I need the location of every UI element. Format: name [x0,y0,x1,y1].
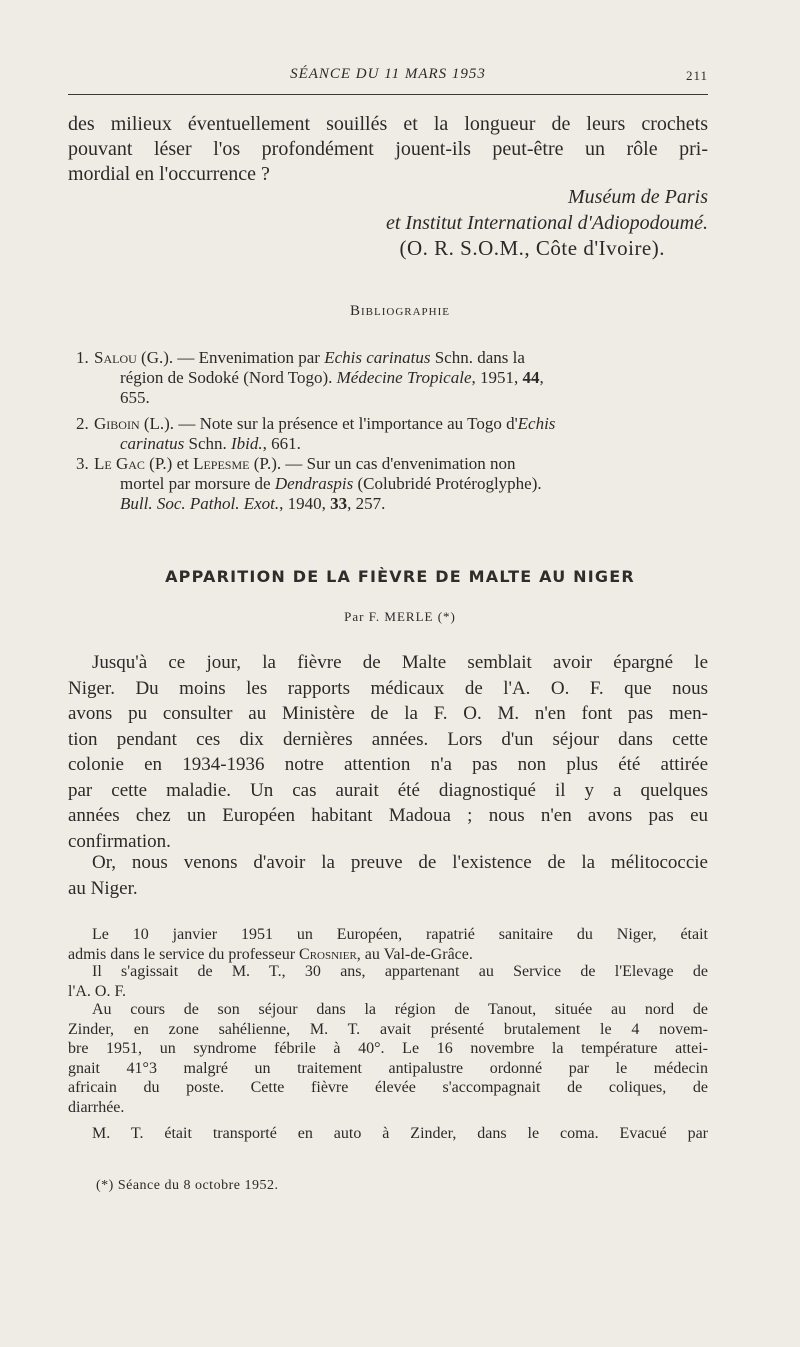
page-header [68,66,708,95]
ref-species: Dendraspis [274,474,354,493]
ref-text: — Envenimation par [173,348,325,367]
text-line: au Niger. [68,877,138,899]
running-title: SÉANCE DU 11 MARS 1953 [290,66,486,82]
ref-text: , 1940, [279,494,331,513]
text-line: Or, nous venons d'avoir la preuve de l'existence de la mélitococcie [92,852,708,873]
ref-text: région de Sodoké (Nord Togo). [120,368,337,387]
ref-text: , [539,368,544,387]
text-line: par cette maladie. Un cas aurait été diagnostiqué il y a quelques [68,779,708,801]
ref-text: , 661. [262,434,301,453]
ref-species: Echis [517,414,556,433]
footnote: (*) Séance du 8 octobre 1952. [96,1178,279,1193]
ref-volume: 33 [330,494,348,513]
text-line: colonie en 1934-1936 notre attention n'a pas non plus été attirée [68,754,708,775]
ref-text: et [172,454,194,473]
ref-species: Echis carinatus [324,348,431,367]
body-paragraph [68,850,708,901]
ref-volume: 44 [522,368,540,387]
text-line: Zinder, en zone sahélienne, M. T. avait présenté brutalement le 4 novem- [68,1020,708,1038]
bibliography-entry [68,454,708,514]
text-line: Niger. Du moins les rapports médicaux de l'A. O. F. que nous [68,677,708,699]
text-line: Il s'agissait de M. T., 30 ans, appartenant au Service de l'Elevage de [92,963,708,980]
ref-ibid: Ibid. [230,434,263,453]
ref-number: 2. [76,414,89,433]
text-line: confirmation. [68,830,171,852]
ref-author: Le Gac (P.) [94,454,173,473]
ref-text: Schn. dans la [430,348,525,367]
text-line: M. T. était transporté en auto à Zinder, dans le coma. Evacué par [92,1125,708,1142]
text-line: bre 1951, un syndrome fébrile à 40°. Le 16 novembre la température attei- [68,1040,708,1057]
text-fragment: admis dans le service du professeur [68,945,300,963]
bibliography-heading: Bibliographie [350,303,450,319]
professor-name: Crosnier [299,945,357,963]
case-paragraph [68,1000,708,1117]
ref-journal: Médecine Tropicale [336,368,472,387]
ref-pages: 655. [120,388,150,407]
text-line: années chez un Européen habitant Madoua ; nous n'en avons pas eu [68,805,708,826]
ref-text: mortel par morsure de [120,474,275,493]
signature-institute: et Institut International d'Adiopodoumé. [385,212,708,234]
text-fragment: , au Val-de-Grâce. [356,945,473,963]
text-line: diarrhée. [68,1098,125,1116]
text-line: africain du poste. Cette fièvre élevée s'accompagnait de coliques, de [68,1079,708,1096]
ref-text: , 1951, [471,368,523,387]
text-line: tion pendant ces dix dernières années. Lors d'un séjour dans cette [68,728,708,750]
ref-text: — Sur un cas d'envenimation non [281,454,516,473]
signature-institution: Muséum de Paris [568,186,708,208]
text-line: des milieux éventuellement souillés et la longueur de leurs crochets [68,113,708,135]
case-paragraph [68,962,708,1001]
case-paragraph [68,1124,708,1144]
text-line: Au cours de son séjour dans la région de Tanout, située au nord de [92,1001,708,1018]
ref-author: Lepesme (P.). [193,454,282,473]
text-line: mordial en l'occurrence ? [68,163,270,185]
ref-text: , 257. [347,494,386,513]
signature-location: (O. R. S.O.M., Côte d'Ivoire). [399,236,665,260]
article-title: APPARITION DE LA FIÈVRE DE MALTE AU NIGER [165,567,635,586]
ref-species: carinatus [120,434,185,453]
intro-paragraph [68,112,708,187]
ref-author: Salou (G.). [94,348,174,367]
text-line: avons pu consulter au Ministère de la F. O. M. n'en font pas men- [68,703,708,724]
ref-text: Schn. [184,434,231,453]
ref-text: — Note sur la présence et l'importance au Togo d' [174,414,518,433]
bibliography-entry [68,414,708,454]
page-number: 211 [685,68,708,83]
bibliography-entry [68,348,708,408]
text-line: l'A. O. F. [68,982,127,1000]
ref-text: (Colubridé Protéroglyphe). [353,474,542,493]
ref-number: 1. [76,348,89,367]
body-paragraph [68,650,708,854]
ref-journal: Bull. Soc. Pathol. Exot. [120,494,280,513]
text-line: gnait 41°3 malgré un traitement antipalustre ordonné par le médecin [68,1059,708,1077]
case-paragraph [68,925,708,964]
text-line: pouvant léser l'os profondément jouent-ils peut-être un rôle pri- [68,138,708,160]
ref-number: 3. [76,454,89,473]
ref-author: Giboin (L.). [94,414,175,433]
text-line: Le 10 janvier 1951 un Européen, rapatrié sanitaire du Niger, était [92,926,708,943]
article-byline: Par F. MERLE (*) [344,609,456,624]
text-line: Jusqu'à ce jour, la fièvre de Malte semblait avoir épargné le [92,652,708,673]
